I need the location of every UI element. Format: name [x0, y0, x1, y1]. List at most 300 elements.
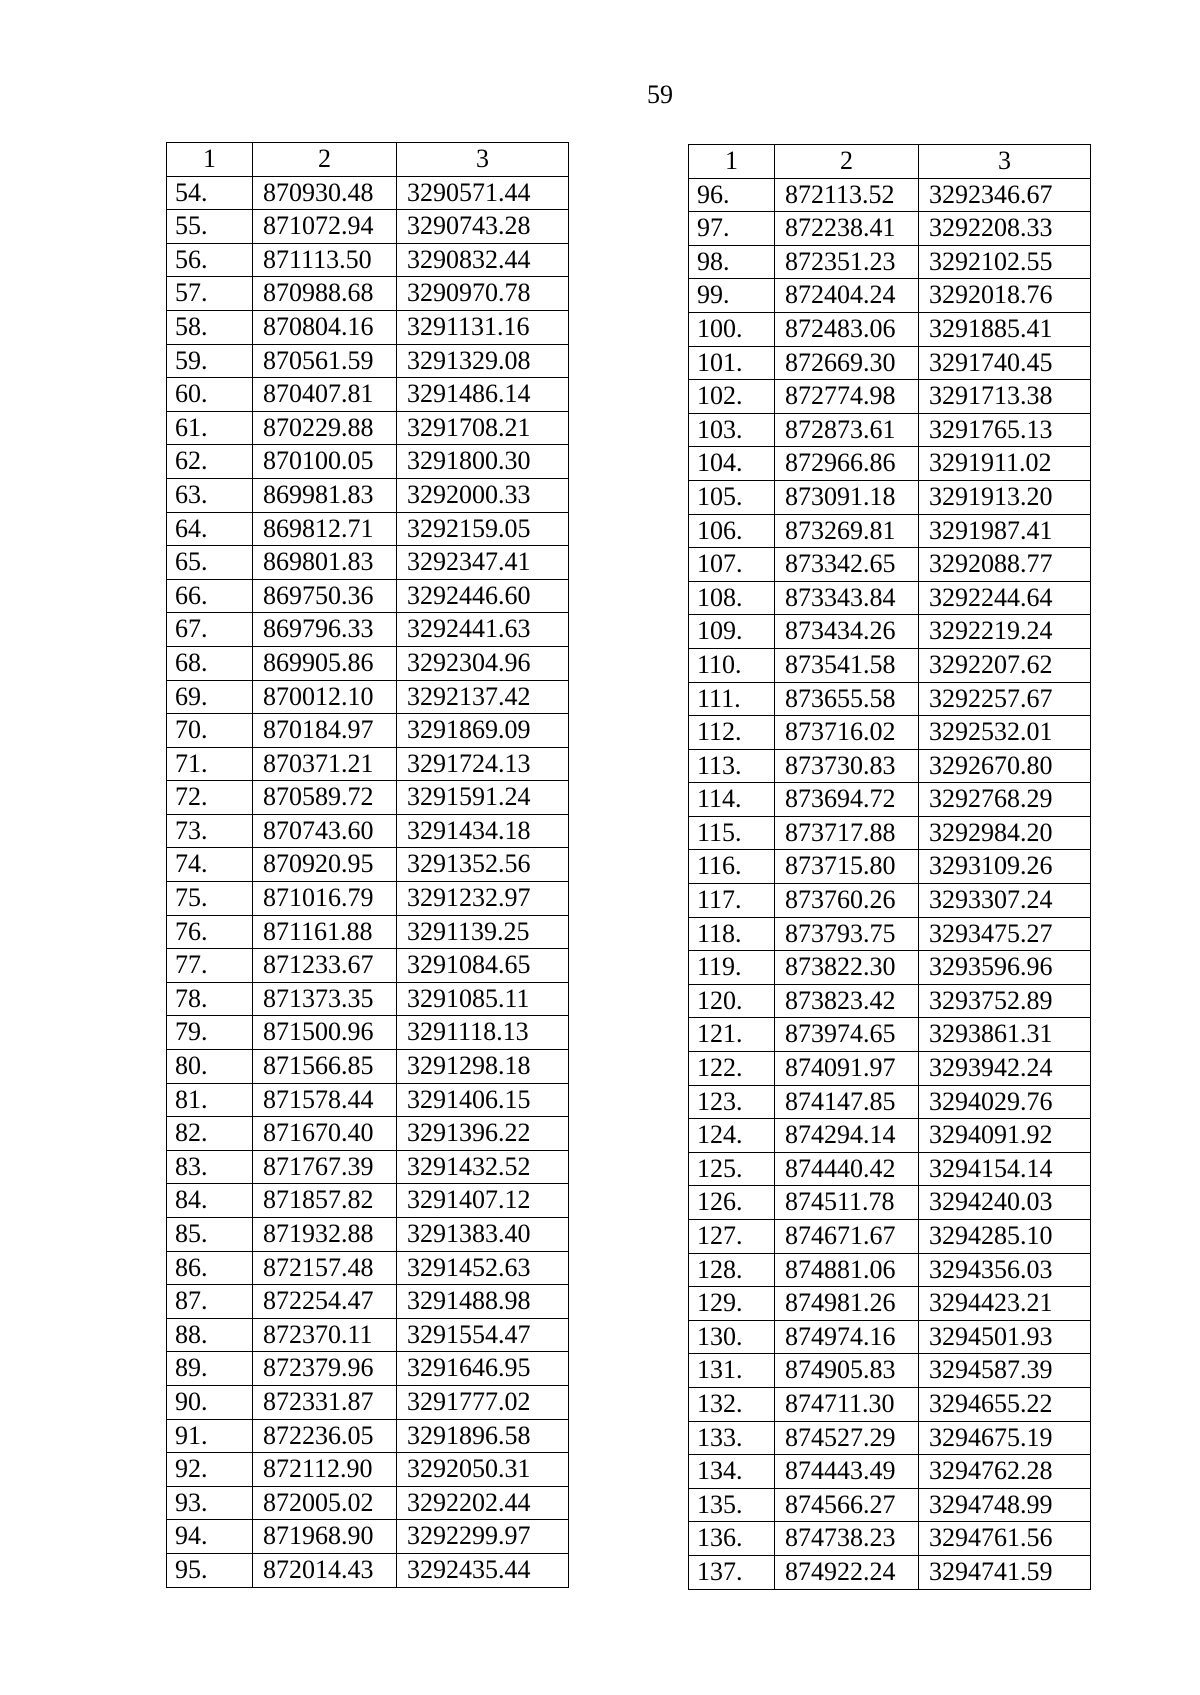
point-number-cell: 94. — [167, 1520, 253, 1554]
y-coordinate-cell: 3294501.93 — [919, 1320, 1091, 1354]
x-coordinate-cell: 871932.88 — [253, 1218, 397, 1252]
table-row — [167, 1184, 569, 1218]
x-coordinate-cell: 872379.96 — [253, 1352, 397, 1386]
table-row — [689, 346, 1091, 380]
x-coordinate-cell: 871670.40 — [253, 1117, 397, 1151]
y-coordinate-cell: 3294587.39 — [919, 1354, 1091, 1388]
column-header-x: 2 — [253, 143, 397, 177]
point-number-cell: 119. — [689, 951, 775, 985]
x-coordinate-cell: 874440.42 — [775, 1152, 919, 1186]
x-coordinate-cell: 874711.30 — [775, 1387, 919, 1421]
x-coordinate-cell: 871500.96 — [253, 1016, 397, 1050]
y-coordinate-cell: 3291800.30 — [397, 445, 569, 479]
x-coordinate-cell: 870743.60 — [253, 814, 397, 848]
x-coordinate-cell: 872014.43 — [253, 1553, 397, 1587]
x-coordinate-cell: 873716.02 — [775, 716, 919, 750]
table-row — [689, 212, 1091, 246]
table-row — [167, 546, 569, 580]
point-number-cell: 117. — [689, 884, 775, 918]
point-number-cell: 82. — [167, 1117, 253, 1151]
y-coordinate-cell: 3290571.44 — [397, 176, 569, 210]
point-number-cell: 132. — [689, 1387, 775, 1421]
table-row — [689, 1354, 1091, 1388]
table-row — [167, 1050, 569, 1084]
x-coordinate-cell: 872669.30 — [775, 346, 919, 380]
table-row — [689, 1287, 1091, 1321]
x-coordinate-cell: 870988.68 — [253, 277, 397, 311]
point-number-cell: 76. — [167, 915, 253, 949]
y-coordinate-cell: 3294029.76 — [919, 1085, 1091, 1119]
y-coordinate-cell: 3292670.80 — [919, 749, 1091, 783]
y-coordinate-cell: 3294356.03 — [919, 1253, 1091, 1287]
table-row — [689, 1052, 1091, 1086]
y-coordinate-cell: 3291406.15 — [397, 1083, 569, 1117]
table-row — [689, 749, 1091, 783]
y-coordinate-cell: 3291131.16 — [397, 310, 569, 344]
point-number-cell: 87. — [167, 1285, 253, 1319]
y-coordinate-cell: 3292018.76 — [919, 279, 1091, 313]
point-number-cell: 99. — [689, 279, 775, 313]
point-number-cell: 111. — [689, 682, 775, 716]
table-row — [167, 1385, 569, 1419]
x-coordinate-cell: 873730.83 — [775, 749, 919, 783]
x-coordinate-cell: 872351.23 — [775, 245, 919, 279]
point-number-cell: 71. — [167, 747, 253, 781]
table-row — [689, 581, 1091, 615]
point-number-cell: 107. — [689, 548, 775, 582]
table-row — [689, 917, 1091, 951]
table-row — [167, 478, 569, 512]
point-number-cell: 113. — [689, 749, 775, 783]
point-number-cell: 58. — [167, 310, 253, 344]
table-row — [167, 1419, 569, 1453]
table-row — [167, 680, 569, 714]
point-number-cell: 59. — [167, 344, 253, 378]
point-number-cell: 81. — [167, 1083, 253, 1117]
table-row — [167, 344, 569, 378]
table-row — [689, 984, 1091, 1018]
table-row — [689, 850, 1091, 884]
x-coordinate-cell: 873717.88 — [775, 816, 919, 850]
table-row — [167, 915, 569, 949]
point-number-cell: 121. — [689, 1018, 775, 1052]
x-coordinate-cell: 872238.41 — [775, 212, 919, 246]
y-coordinate-cell: 3294655.22 — [919, 1387, 1091, 1421]
point-number-cell: 57. — [167, 277, 253, 311]
point-number-cell: 112. — [689, 716, 775, 750]
x-coordinate-cell: 871161.88 — [253, 915, 397, 949]
y-coordinate-cell: 3292299.97 — [397, 1520, 569, 1554]
x-coordinate-cell: 872966.86 — [775, 447, 919, 481]
y-coordinate-cell: 3291085.11 — [397, 982, 569, 1016]
y-coordinate-cell: 3290832.44 — [397, 243, 569, 277]
x-coordinate-cell: 873793.75 — [775, 917, 919, 951]
x-coordinate-cell: 872112.90 — [253, 1453, 397, 1487]
x-coordinate-cell: 871578.44 — [253, 1083, 397, 1117]
table-row — [167, 1150, 569, 1184]
point-number-cell: 92. — [167, 1453, 253, 1487]
y-coordinate-cell: 3292244.64 — [919, 581, 1091, 615]
point-number-cell: 131. — [689, 1354, 775, 1388]
point-number-cell: 75. — [167, 882, 253, 916]
table-row — [689, 312, 1091, 346]
x-coordinate-cell: 872774.98 — [775, 380, 919, 414]
point-number-cell: 106. — [689, 514, 775, 548]
y-coordinate-cell: 3291777.02 — [397, 1385, 569, 1419]
column-header-number: 1 — [167, 143, 253, 177]
table-row — [167, 243, 569, 277]
point-number-cell: 123. — [689, 1085, 775, 1119]
x-coordinate-cell: 872331.87 — [253, 1385, 397, 1419]
table-row — [167, 781, 569, 815]
table-row — [689, 1152, 1091, 1186]
x-coordinate-cell: 874566.27 — [775, 1488, 919, 1522]
x-coordinate-cell: 874294.14 — [775, 1119, 919, 1153]
point-number-cell: 137. — [689, 1555, 775, 1589]
table-row — [167, 646, 569, 680]
table-row — [167, 1251, 569, 1285]
table-row — [689, 413, 1091, 447]
x-coordinate-cell: 872873.61 — [775, 413, 919, 447]
table-row — [167, 310, 569, 344]
point-number-cell: 135. — [689, 1488, 775, 1522]
point-number-cell: 109. — [689, 615, 775, 649]
y-coordinate-cell: 3291591.24 — [397, 781, 569, 815]
x-coordinate-cell: 873269.81 — [775, 514, 919, 548]
y-coordinate-cell: 3291432.52 — [397, 1150, 569, 1184]
point-number-cell: 100. — [689, 312, 775, 346]
y-coordinate-cell: 3294748.99 — [919, 1488, 1091, 1522]
point-number-cell: 63. — [167, 478, 253, 512]
y-coordinate-cell: 3294154.14 — [919, 1152, 1091, 1186]
coordinates-table-right — [688, 144, 1091, 1590]
point-number-cell: 93. — [167, 1486, 253, 1520]
point-number-cell: 110. — [689, 648, 775, 682]
column-header-number: 1 — [689, 145, 775, 179]
y-coordinate-cell: 3292102.55 — [919, 245, 1091, 279]
x-coordinate-cell: 871373.35 — [253, 982, 397, 1016]
y-coordinate-cell: 3293307.24 — [919, 884, 1091, 918]
point-number-cell: 105. — [689, 480, 775, 514]
table-row — [689, 1119, 1091, 1153]
table-row — [167, 512, 569, 546]
y-coordinate-cell: 3292435.44 — [397, 1553, 569, 1587]
table-row — [167, 1486, 569, 1520]
point-number-cell: 127. — [689, 1220, 775, 1254]
table-row — [167, 1553, 569, 1587]
y-coordinate-cell: 3291139.25 — [397, 915, 569, 949]
x-coordinate-cell: 871968.90 — [253, 1520, 397, 1554]
y-coordinate-cell: 3294285.10 — [919, 1220, 1091, 1254]
table-row — [689, 1320, 1091, 1354]
table-row — [689, 648, 1091, 682]
y-coordinate-cell: 3292532.01 — [919, 716, 1091, 750]
table-row — [167, 210, 569, 244]
y-coordinate-cell: 3292137.42 — [397, 680, 569, 714]
x-coordinate-cell: 874511.78 — [775, 1186, 919, 1220]
y-coordinate-cell: 3292219.24 — [919, 615, 1091, 649]
point-number-cell: 136. — [689, 1522, 775, 1556]
y-coordinate-cell: 3291488.98 — [397, 1285, 569, 1319]
y-coordinate-cell: 3291869.09 — [397, 714, 569, 748]
point-number-cell: 80. — [167, 1050, 253, 1084]
x-coordinate-cell: 874974.16 — [775, 1320, 919, 1354]
x-coordinate-cell: 872113.52 — [775, 178, 919, 212]
table-body-left — [167, 176, 569, 1587]
table-row — [167, 1520, 569, 1554]
table-row — [167, 1016, 569, 1050]
x-coordinate-cell: 872236.05 — [253, 1419, 397, 1453]
x-coordinate-cell: 874443.49 — [775, 1455, 919, 1489]
y-coordinate-cell: 3291646.95 — [397, 1352, 569, 1386]
point-number-cell: 66. — [167, 579, 253, 613]
table-row — [167, 848, 569, 882]
point-number-cell: 74. — [167, 848, 253, 882]
point-number-cell: 128. — [689, 1253, 775, 1287]
table-row — [167, 378, 569, 412]
point-number-cell: 101. — [689, 346, 775, 380]
table-row — [167, 613, 569, 647]
table-row — [167, 982, 569, 1016]
y-coordinate-cell: 3291486.14 — [397, 378, 569, 412]
point-number-cell: 83. — [167, 1150, 253, 1184]
x-coordinate-cell: 873343.84 — [775, 581, 919, 615]
y-coordinate-cell: 3291911.02 — [919, 447, 1091, 481]
y-coordinate-cell: 3293752.89 — [919, 984, 1091, 1018]
x-coordinate-cell: 870100.05 — [253, 445, 397, 479]
y-coordinate-cell: 3292347.41 — [397, 546, 569, 580]
point-number-cell: 67. — [167, 613, 253, 647]
point-number-cell: 78. — [167, 982, 253, 1016]
y-coordinate-cell: 3291713.38 — [919, 380, 1091, 414]
point-number-cell: 129. — [689, 1287, 775, 1321]
y-coordinate-cell: 3294762.28 — [919, 1455, 1091, 1489]
point-number-cell: 134. — [689, 1455, 775, 1489]
x-coordinate-cell: 870371.21 — [253, 747, 397, 781]
x-coordinate-cell: 871016.79 — [253, 882, 397, 916]
y-coordinate-cell: 3291452.63 — [397, 1251, 569, 1285]
table-row — [689, 245, 1091, 279]
y-coordinate-cell: 3291383.40 — [397, 1218, 569, 1252]
point-number-cell: 115. — [689, 816, 775, 850]
x-coordinate-cell: 873715.80 — [775, 850, 919, 884]
x-coordinate-cell: 869981.83 — [253, 478, 397, 512]
table-row — [167, 1117, 569, 1151]
x-coordinate-cell: 874881.06 — [775, 1253, 919, 1287]
table-row — [689, 1421, 1091, 1455]
table-row — [167, 579, 569, 613]
point-number-cell: 84. — [167, 1184, 253, 1218]
x-coordinate-cell: 870804.16 — [253, 310, 397, 344]
table-row — [167, 882, 569, 916]
x-coordinate-cell: 871566.85 — [253, 1050, 397, 1084]
point-number-cell: 104. — [689, 447, 775, 481]
table-row — [689, 682, 1091, 716]
x-coordinate-cell: 873974.65 — [775, 1018, 919, 1052]
table-row — [689, 1522, 1091, 1556]
y-coordinate-cell: 3292768.29 — [919, 783, 1091, 817]
table-row — [689, 1455, 1091, 1489]
y-coordinate-cell: 3291896.58 — [397, 1419, 569, 1453]
table-row — [167, 1285, 569, 1319]
y-coordinate-cell: 3294240.03 — [919, 1186, 1091, 1220]
y-coordinate-cell: 3291396.22 — [397, 1117, 569, 1151]
table-row — [689, 447, 1091, 481]
point-number-cell: 55. — [167, 210, 253, 244]
y-coordinate-cell: 3291765.13 — [919, 413, 1091, 447]
table-row — [167, 1352, 569, 1386]
x-coordinate-cell: 874738.23 — [775, 1522, 919, 1556]
table-row — [167, 176, 569, 210]
table-row — [167, 1083, 569, 1117]
table-row — [167, 1318, 569, 1352]
point-number-cell: 90. — [167, 1385, 253, 1419]
point-number-cell: 65. — [167, 546, 253, 580]
table-row — [167, 445, 569, 479]
table-header-row — [167, 143, 569, 177]
point-number-cell: 77. — [167, 949, 253, 983]
x-coordinate-cell: 874981.26 — [775, 1287, 919, 1321]
y-coordinate-cell: 3292207.62 — [919, 648, 1091, 682]
point-number-cell: 56. — [167, 243, 253, 277]
x-coordinate-cell: 874905.83 — [775, 1354, 919, 1388]
x-coordinate-cell: 872404.24 — [775, 279, 919, 313]
x-coordinate-cell: 869750.36 — [253, 579, 397, 613]
table-row — [167, 277, 569, 311]
x-coordinate-cell: 872370.11 — [253, 1318, 397, 1352]
y-coordinate-cell: 3294741.59 — [919, 1555, 1091, 1589]
x-coordinate-cell: 873434.26 — [775, 615, 919, 649]
y-coordinate-cell: 3291118.13 — [397, 1016, 569, 1050]
x-coordinate-cell: 870930.48 — [253, 176, 397, 210]
point-number-cell: 126. — [689, 1186, 775, 1220]
y-coordinate-cell: 3292304.96 — [397, 646, 569, 680]
point-number-cell: 102. — [689, 380, 775, 414]
point-number-cell: 96. — [689, 178, 775, 212]
point-number-cell: 120. — [689, 984, 775, 1018]
table-row — [689, 816, 1091, 850]
table-header-row — [689, 145, 1091, 179]
coordinates-table-left — [166, 142, 569, 1588]
table-row — [689, 1085, 1091, 1119]
table-body-right — [689, 178, 1091, 1589]
x-coordinate-cell: 870407.81 — [253, 378, 397, 412]
point-number-cell: 73. — [167, 814, 253, 848]
x-coordinate-cell: 874091.97 — [775, 1052, 919, 1086]
x-coordinate-cell: 870920.95 — [253, 848, 397, 882]
y-coordinate-cell: 3291298.18 — [397, 1050, 569, 1084]
point-number-cell: 69. — [167, 680, 253, 714]
point-number-cell: 64. — [167, 512, 253, 546]
table-row — [689, 514, 1091, 548]
y-coordinate-cell: 3292000.33 — [397, 478, 569, 512]
table-row — [689, 716, 1091, 750]
point-number-cell: 68. — [167, 646, 253, 680]
table-row — [689, 1387, 1091, 1421]
point-number-cell: 114. — [689, 783, 775, 817]
x-coordinate-cell: 869801.83 — [253, 546, 397, 580]
table-row — [167, 411, 569, 445]
x-coordinate-cell: 871072.94 — [253, 210, 397, 244]
x-coordinate-cell: 871767.39 — [253, 1150, 397, 1184]
point-number-cell: 116. — [689, 850, 775, 884]
y-coordinate-cell: 3291329.08 — [397, 344, 569, 378]
table-row — [167, 714, 569, 748]
table-row — [689, 1555, 1091, 1589]
y-coordinate-cell: 3292257.67 — [919, 682, 1091, 716]
table-row — [689, 951, 1091, 985]
table-row — [167, 1218, 569, 1252]
y-coordinate-cell: 3290743.28 — [397, 210, 569, 244]
x-coordinate-cell: 874147.85 — [775, 1085, 919, 1119]
point-number-cell: 62. — [167, 445, 253, 479]
y-coordinate-cell: 3291084.65 — [397, 949, 569, 983]
y-coordinate-cell: 3294761.56 — [919, 1522, 1091, 1556]
y-coordinate-cell: 3292202.44 — [397, 1486, 569, 1520]
y-coordinate-cell: 3292441.63 — [397, 613, 569, 647]
x-coordinate-cell: 874527.29 — [775, 1421, 919, 1455]
y-coordinate-cell: 3291407.12 — [397, 1184, 569, 1218]
table-row — [689, 1018, 1091, 1052]
point-number-cell: 122. — [689, 1052, 775, 1086]
point-number-cell: 125. — [689, 1152, 775, 1186]
column-header-y: 3 — [919, 145, 1091, 179]
point-number-cell: 85. — [167, 1218, 253, 1252]
point-number-cell: 103. — [689, 413, 775, 447]
y-coordinate-cell: 3290970.78 — [397, 277, 569, 311]
y-coordinate-cell: 3293861.31 — [919, 1018, 1091, 1052]
table-row — [689, 615, 1091, 649]
point-number-cell: 54. — [167, 176, 253, 210]
point-number-cell: 91. — [167, 1419, 253, 1453]
point-number-cell: 124. — [689, 1119, 775, 1153]
y-coordinate-cell: 3291708.21 — [397, 411, 569, 445]
x-coordinate-cell: 872254.47 — [253, 1285, 397, 1319]
y-coordinate-cell: 3292208.33 — [919, 212, 1091, 246]
table-row — [689, 1253, 1091, 1287]
table-row — [689, 548, 1091, 582]
point-number-cell: 133. — [689, 1421, 775, 1455]
y-coordinate-cell: 3291740.45 — [919, 346, 1091, 380]
point-number-cell: 98. — [689, 245, 775, 279]
y-coordinate-cell: 3293109.26 — [919, 850, 1091, 884]
x-coordinate-cell: 870561.59 — [253, 344, 397, 378]
y-coordinate-cell: 3291913.20 — [919, 480, 1091, 514]
column-header-y: 3 — [397, 143, 569, 177]
y-coordinate-cell: 3292446.60 — [397, 579, 569, 613]
x-coordinate-cell: 874922.24 — [775, 1555, 919, 1589]
point-number-cell: 89. — [167, 1352, 253, 1386]
y-coordinate-cell: 3291724.13 — [397, 747, 569, 781]
table-row — [167, 1453, 569, 1487]
point-number-cell: 61. — [167, 411, 253, 445]
point-number-cell: 70. — [167, 714, 253, 748]
x-coordinate-cell: 869796.33 — [253, 613, 397, 647]
y-coordinate-cell: 3291352.56 — [397, 848, 569, 882]
x-coordinate-cell: 870184.97 — [253, 714, 397, 748]
x-coordinate-cell: 871857.82 — [253, 1184, 397, 1218]
x-coordinate-cell: 872005.02 — [253, 1486, 397, 1520]
point-number-cell: 79. — [167, 1016, 253, 1050]
point-number-cell: 108. — [689, 581, 775, 615]
point-number-cell: 88. — [167, 1318, 253, 1352]
table-row — [689, 1488, 1091, 1522]
x-coordinate-cell: 873541.58 — [775, 648, 919, 682]
point-number-cell: 97. — [689, 212, 775, 246]
table-row — [689, 178, 1091, 212]
y-coordinate-cell: 3293475.27 — [919, 917, 1091, 951]
table-row — [167, 747, 569, 781]
